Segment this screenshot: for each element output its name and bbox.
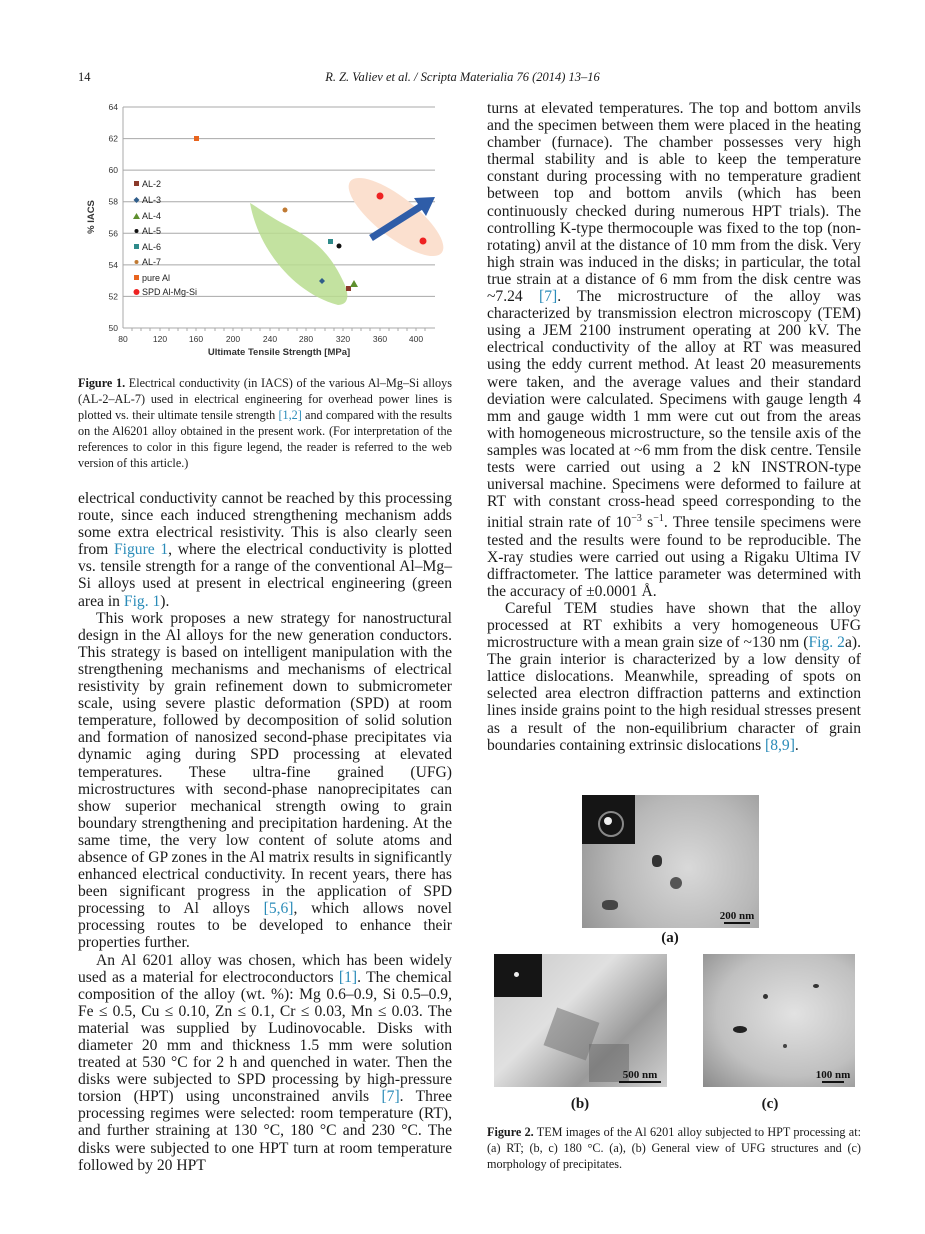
paragraph: turns at elevated temperatures. The top and bottom anvils and the specimen between them were placed in the heating chamber (furnace). The chamber possesses very high thermal stability and is able to keep the temperature constant during processing with no temperature gradient between top and bottom anvils (which has been continuously checked during numerous HPT trials). The controlling K-type thermocouple was fixed to the top (non-rotating) anvil at the distance of 10 mm from the disk. Very high strain was induced in the disks; in particular, the total true strain at a distance of 6 mm from the disk centre was ~7.24 [7]. The microstructure of the alloy was characterized by transmission electron microscopy (TEM) using a JEM 2100 instrument operating at 200 kV. The electrical conductivity of the alloy at RT was measured using the eddy current method. At least 20 measurements were taken, and the average values and their standard deviation were calculated. Specimens with gauge length 4 mm and gauge width 1 mm were cut out from the areas with homogeneous microstructure, so the tensile axis of the samples was located at ~6 mm from the disk centre. Tensile tests were carried out using a 2 kN INSTRON-type universal machine. Specimens were deformed to failure at RT with constant cross-head speed corresponding to the initial strain rate of $10^{-3}$ $s^{-1}$. Three tensile specimens were tested and the results were found to be reproducible. The X-ray studies were carried out using a Rigaku Ultima IV diffractometer. The lattice parameter was determined with the accuracy of ±0.0001 Å. — [487, 100, 862, 600]
svg-text:54: 54 — [108, 259, 118, 270]
svg-text:64: 64 — [108, 102, 118, 112]
point-spd-1 — [377, 193, 384, 200]
journal-citation: R. Z. Valiev et al. / Scripta Materialia 76 (2014) 13–16 — [325, 70, 600, 84]
tem-image-c — [703, 954, 855, 1087]
tem-image-b — [494, 954, 667, 1087]
svg-text:56: 56 — [108, 228, 118, 239]
svg-text:50: 50 — [108, 323, 118, 333]
orange-region — [338, 166, 450, 269]
x-axis-label: Ultimate Tensile Strength [MPa] — [207, 347, 351, 358]
figure-link[interactable]: Fig. 1 — [123, 592, 161, 610]
svg-text:240: 240 — [262, 334, 278, 344]
svg-text:160: 160 — [188, 334, 204, 344]
svg-text:400: 400 — [408, 334, 424, 344]
svg-text:AL-3: AL-3 — [142, 195, 162, 205]
figure-2-label: Figure 2. — [487, 1125, 534, 1139]
paragraph: An Al 6201 alloy was chosen, which has been widely used as a material for electroconductors [1]. The chemical composition of the alloy (wt. %): Mg 0.6–0.9, Si 0.5–0.9, Fe ≤ 0.5, Cu ≤ 0.10, Zn ≤ 0.1, Cr ≤ 0.03, Mn ≤ 0.03. The material was supplied by Ludinovocable. Disks with diameter 20 mm and thickness 1.5 mm were solution treated at 530 °C for 2 h and quenched in water. Then the disks were subjected to SPD processing by high-pressure torsion (HPT) using unconstrained anvils [7]. Three processing regimes were selected: room temperature (RT), and further straining at 130 °C, 180 °C and 230 °C. The disks were subjected to one HPT turn at room temperature followed by 20 HPT — [78, 951, 453, 1174]
svg-text:360: 360 — [372, 334, 388, 344]
citation-link[interactable]: [5,6] — [263, 900, 294, 918]
y-axis-label: % IACS — [86, 200, 97, 234]
svg-text:200: 200 — [225, 334, 241, 344]
figure-1-chart — [78, 98, 450, 360]
scale-bar-b: 500 nm — [617, 1069, 663, 1083]
diffraction-pattern-inset — [582, 795, 635, 844]
svg-text:62: 62 — [108, 133, 118, 144]
panel-label-c: (c) — [761, 1096, 779, 1112]
svg-text:pure Al: pure Al — [142, 273, 171, 283]
citation-link[interactable]: [8,9] — [765, 736, 795, 754]
diffraction-pattern-inset — [494, 954, 542, 997]
svg-text:120: 120 — [152, 334, 168, 344]
citation-link[interactable]: [7] — [381, 1088, 400, 1106]
figure-2-caption: Figure 2. TEM images of the Al 6201 alloy subjected to HPT processing at: (a) RT; (b, c) 180 °C. (a), (b) General view of UFG structures and (c) morphology of precipitates. — [487, 1125, 861, 1171]
svg-text:AL-2: AL-2 — [142, 179, 162, 189]
svg-text:80: 80 — [118, 334, 128, 344]
figure-1-label: Figure 1. — [78, 376, 126, 390]
svg-text:320: 320 — [335, 334, 351, 344]
svg-text:58: 58 — [108, 196, 118, 207]
figure-link[interactable]: Fig. 2 — [808, 634, 845, 652]
scale-bar-a: 200 nm — [719, 910, 755, 922]
svg-text:60: 60 — [108, 165, 118, 176]
citation-link[interactable]: [7] — [539, 288, 558, 306]
tem-image-a — [582, 795, 759, 928]
svg-text:AL-5: AL-5 — [142, 226, 162, 236]
citation-link[interactable]: [1,2] — [278, 408, 302, 422]
point-pure-al — [194, 136, 199, 141]
point-al-6 — [328, 239, 333, 244]
panel-label-a: (a) — [661, 930, 679, 946]
svg-text:AL-7: AL-7 — [142, 257, 162, 267]
panel-label-b: (b) — [570, 1096, 590, 1112]
citation-link[interactable]: [1] — [338, 968, 358, 986]
scale-bar-c: 100 nm — [815, 1069, 851, 1081]
point-al-5 — [337, 244, 342, 249]
figure-1-caption: Figure 1. Electrical conductivity (in IACS) of the various Al–Mg–Si alloys (AL-2–AL-7) used in electrical engineering for overhead power lines is plotted vs. their ultimate tensile strength [1,2] and compared with the results on the Al6201 alloy obtained in the present work. (For interpretation of the references to color in this figure legend, the reader is referred to the web version of this article.) — [78, 376, 452, 470]
figure-link[interactable]: Figure 1 — [113, 541, 169, 559]
legend — [133, 179, 197, 297]
svg-text:AL-6: AL-6 — [142, 242, 162, 252]
paragraph: This work proposes a new strategy for nanostructural design in the Al alloys for the new generation conductors. This strategy is based on intelligent manipulation with the strengthening mechanisms and mechanisms of electrical resistivity by grain refinement down to submicrometer scale, using severe plastic deformation (SPD) at room temperature, followed by decomposition of solid solution and formation of nanosized second-phase precipitates via dynamic aging during SPD processing at elevated temperatures. These ultra-fine grained (UFG) microstructures with second-phase nanoprecipitates can show superior mechanical strength owing to grain boundary strengthening and precipitation hardening. At the same time, the very low content of solute atoms and absence of GP zones in the Al matrix results in significantly enhanced electrical conductivity. In recent years, there has been significant progress in the application of SPD processing to Al alloys [5,6], which allows novel processing routes to be developed to enhance their properties further. — [78, 609, 452, 952]
left-column-body — [78, 490, 452, 1174]
point-al-7 — [283, 208, 288, 213]
point-al-4 — [350, 280, 358, 287]
svg-text:52: 52 — [108, 291, 118, 302]
paragraph: electrical conductivity cannot be reached by this processing route, since each induced strengthening mechanism adds some extra electrical resistivity. This is also clearly seen from Figure 1, where the electrical conductivity is plotted vs. tensile strength for a range of the conventional Al–Mg–Si alloys used at present in electrical engineering (green area in Fig. 1). — [78, 490, 452, 610]
running-header — [0, 70, 925, 86]
paragraph: Careful TEM studies have shown that the alloy processed at RT exhibits a very homogeneous UFG microstructure with a mean grain size of ~130 nm (Fig. 2a). The grain interior is characterized by a low density of lattice dislocations. Meanwhile, spreading of spots on selected area electron diffraction patterns and extinction lines inside grains point to the high residual stresses present as a result of the non-equilibrium character of grain boundaries containing extrinsic dislocations [8,9]. — [487, 599, 861, 754]
right-column-body — [487, 100, 861, 754]
green-region — [250, 203, 347, 305]
x-tick-labels — [118, 334, 423, 344]
y-tick-labels — [109, 102, 119, 333]
svg-text:280: 280 — [298, 334, 314, 344]
svg-text:AL-4: AL-4 — [142, 211, 162, 221]
point-spd-2 — [420, 238, 427, 245]
page-number: 14 — [78, 70, 91, 84]
svg-text:SPD Al-Mg-Si: SPD Al-Mg-Si — [142, 287, 198, 297]
